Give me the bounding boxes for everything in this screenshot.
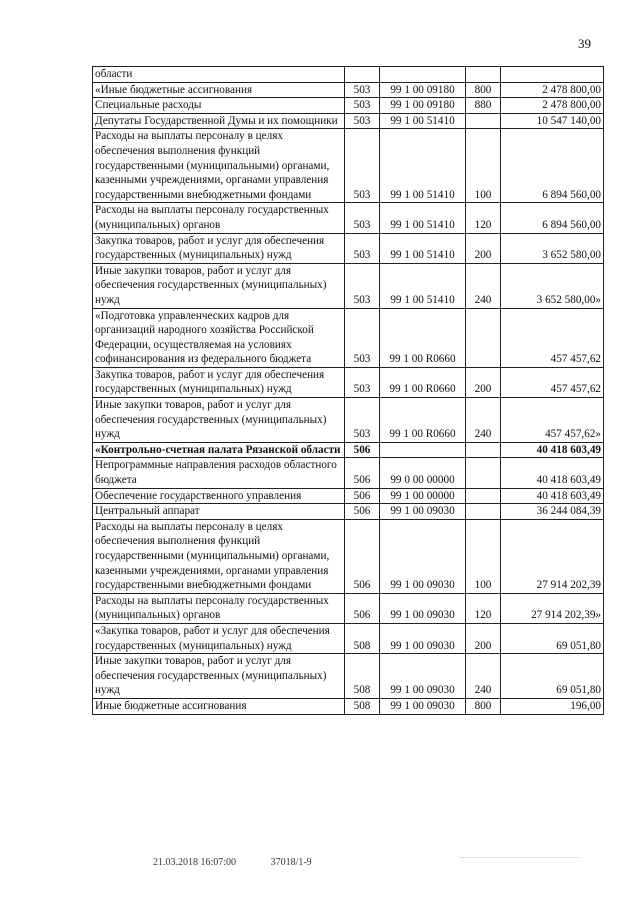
row-section-cell: 503 xyxy=(345,129,380,203)
row-name-cell: Расходы на выплаты персоналу в целях обеспечения выполнения функций государственными (муниципальными) органами, казенными учреждениями, органами управления государственными внебюджетными фондами xyxy=(93,519,345,593)
table-row xyxy=(93,82,604,98)
row-sum-cell: 457 457,62 xyxy=(501,308,604,367)
row-name-cell: «Иные бюджетные ассигнования xyxy=(93,82,345,98)
row-type-cell xyxy=(466,458,501,488)
row-section-cell: 508 xyxy=(345,623,380,653)
row-sum-cell: 40 418 603,49 xyxy=(501,488,604,504)
row-type-cell: 100 xyxy=(466,519,501,593)
table-row xyxy=(93,593,604,623)
row-type-cell xyxy=(466,67,501,83)
row-code-cell: 99 1 00 09030 xyxy=(380,593,466,623)
budget-table xyxy=(92,66,604,715)
table-row xyxy=(93,263,604,308)
row-section-cell: 503 xyxy=(345,367,380,397)
row-section-cell: 503 xyxy=(345,233,380,263)
row-name-cell: Закупка товаров, работ и услуг для обеспечения государственных (муниципальных) нужд xyxy=(93,233,345,263)
row-name-cell: Закупка товаров, работ и услуг для обеспечения государственных (муниципальных) нужд xyxy=(93,367,345,397)
row-code-cell: 99 1 00 00000 xyxy=(380,488,466,504)
row-type-cell: 800 xyxy=(466,698,501,714)
row-name-cell: Центральный аппарат xyxy=(93,504,345,520)
row-type-cell: 800 xyxy=(466,82,501,98)
row-code-cell: 99 1 00 09030 xyxy=(380,623,466,653)
scan-artifact xyxy=(460,857,580,860)
row-sum-cell: 196,00 xyxy=(501,698,604,714)
row-section-cell: 508 xyxy=(345,698,380,714)
row-section-cell: 508 xyxy=(345,654,380,699)
row-code-cell: 99 1 00 51410 xyxy=(380,203,466,233)
table-row xyxy=(93,698,604,714)
table-row xyxy=(93,519,604,593)
footer-timestamp: 21.03.2018 16:07:00 xyxy=(153,857,237,868)
row-section-cell: 506 xyxy=(345,458,380,488)
row-name-cell: Депутаты Государственной Думы и их помощники xyxy=(93,113,345,129)
row-type-cell xyxy=(466,504,501,520)
row-type-cell xyxy=(466,442,501,458)
row-type-cell: 120 xyxy=(466,593,501,623)
row-code-cell: 99 1 00 R0660 xyxy=(380,398,466,443)
table-row xyxy=(93,488,604,504)
row-section-cell: 506 xyxy=(345,504,380,520)
row-section-cell xyxy=(345,67,380,83)
budget-table-body xyxy=(93,67,604,715)
row-sum-cell: 40 418 603,49 xyxy=(501,442,604,458)
row-section-cell: 506 xyxy=(345,519,380,593)
row-sum-cell xyxy=(501,67,604,83)
row-name-cell: Иные закупки товаров, работ и услуг для обеспечения государственных (муниципальных) нужд xyxy=(93,398,345,443)
row-sum-cell: 6 894 560,00 xyxy=(501,129,604,203)
row-code-cell: 99 1 00 51410 xyxy=(380,233,466,263)
row-sum-cell: 3 652 580,00 xyxy=(501,233,604,263)
row-name-cell: «Закупка товаров, работ и услуг для обеспечения государственных (муниципальных) нужд xyxy=(93,623,345,653)
row-section-cell: 503 xyxy=(345,308,380,367)
row-type-cell xyxy=(466,488,501,504)
row-section-cell: 503 xyxy=(345,113,380,129)
row-code-cell: 99 1 00 51410 xyxy=(380,263,466,308)
row-sum-cell: 2 478 800,00 xyxy=(501,82,604,98)
row-name-cell: Специальные расходы xyxy=(93,98,345,114)
row-name-cell: Иные бюджетные ассигнования xyxy=(93,698,345,714)
row-section-cell: 506 xyxy=(345,442,380,458)
row-name-cell: Расходы на выплаты персоналу в целях обеспечения выполнения функций государственными (муниципальными) органами, казенными учреждениями, органами управления государственными внебюджетными фондами xyxy=(93,129,345,203)
row-name-cell: «Подготовка управленческих кадров для организаций народного хозяйства Российской Федерации, осуществляемая на условиях софинансирования из федерального бюджета xyxy=(93,308,345,367)
table-row xyxy=(93,113,604,129)
row-code-cell: 99 1 00 09180 xyxy=(380,82,466,98)
table-row xyxy=(93,129,604,203)
row-section-cell: 503 xyxy=(345,203,380,233)
table-row xyxy=(93,367,604,397)
row-type-cell xyxy=(466,113,501,129)
row-section-cell: 503 xyxy=(345,398,380,443)
row-type-cell: 200 xyxy=(466,623,501,653)
row-type-cell: 880 xyxy=(466,98,501,114)
row-code-cell xyxy=(380,67,466,83)
row-name-cell: Иные закупки товаров, работ и услуг для обеспечения государственных (муниципальных) нужд xyxy=(93,654,345,699)
row-sum-cell: 457 457,62» xyxy=(501,398,604,443)
table-row xyxy=(93,98,604,114)
row-type-cell: 200 xyxy=(466,233,501,263)
row-code-cell: 99 1 00 51410 xyxy=(380,129,466,203)
row-name-cell: «Контрольно-счетная палата Рязанской области xyxy=(93,442,345,458)
row-name-cell: Расходы на выплаты персоналу государственных (муниципальных) органов xyxy=(93,593,345,623)
row-code-cell: 99 1 00 09030 xyxy=(380,654,466,699)
row-code-cell: 99 1 00 R0660 xyxy=(380,308,466,367)
table-row xyxy=(93,67,604,83)
table-row xyxy=(93,203,604,233)
row-name-cell: Расходы на выплаты персоналу государственных (муниципальных) органов xyxy=(93,203,345,233)
row-type-cell xyxy=(466,308,501,367)
row-name-cell: Непрограммные направления расходов областного бюджета xyxy=(93,458,345,488)
row-code-cell: 99 1 00 09030 xyxy=(380,698,466,714)
table-row xyxy=(93,233,604,263)
row-section-cell: 506 xyxy=(345,488,380,504)
table-row xyxy=(93,442,604,458)
row-code-cell: 99 1 00 09180 xyxy=(380,98,466,114)
table-row xyxy=(93,623,604,653)
row-section-cell: 506 xyxy=(345,593,380,623)
row-code-cell: 99 1 00 09030 xyxy=(380,504,466,520)
row-sum-cell: 40 418 603,49 xyxy=(501,458,604,488)
table-row xyxy=(93,504,604,520)
table-row xyxy=(93,308,604,367)
row-sum-cell: 2 478 800,00 xyxy=(501,98,604,114)
row-code-cell: 99 1 00 09030 xyxy=(380,519,466,593)
row-name-cell: Обеспечение государственного управления xyxy=(93,488,345,504)
table-row xyxy=(93,654,604,699)
row-name-cell: Иные закупки товаров, работ и услуг для обеспечения государственных (муниципальных) нужд xyxy=(93,263,345,308)
table-row xyxy=(93,458,604,488)
row-sum-cell: 69 051,80 xyxy=(501,623,604,653)
row-sum-cell: 27 914 202,39 xyxy=(501,519,604,593)
page-number: 39 xyxy=(578,36,591,51)
row-sum-cell: 6 894 560,00 xyxy=(501,203,604,233)
row-sum-cell: 27 914 202,39» xyxy=(501,593,604,623)
row-type-cell: 200 xyxy=(466,367,501,397)
row-code-cell xyxy=(380,442,466,458)
row-sum-cell: 3 652 580,00» xyxy=(501,263,604,308)
row-section-cell: 503 xyxy=(345,98,380,114)
table-row xyxy=(93,398,604,443)
row-name-cell: области xyxy=(93,67,345,83)
row-type-cell: 240 xyxy=(466,398,501,443)
row-code-cell: 99 1 00 R0660 xyxy=(380,367,466,397)
row-type-cell: 120 xyxy=(466,203,501,233)
row-code-cell: 99 1 00 51410 xyxy=(380,113,466,129)
row-section-cell: 503 xyxy=(345,263,380,308)
document-footer xyxy=(153,857,344,868)
row-sum-cell: 10 547 140,00 xyxy=(501,113,604,129)
row-sum-cell: 36 244 084,39 xyxy=(501,504,604,520)
row-type-cell: 240 xyxy=(466,263,501,308)
row-section-cell: 503 xyxy=(345,82,380,98)
row-sum-cell: 457 457,62 xyxy=(501,367,604,397)
row-type-cell: 100 xyxy=(466,129,501,203)
row-sum-cell: 69 051,80 xyxy=(501,654,604,699)
row-code-cell: 99 0 00 00000 xyxy=(380,458,466,488)
footer-document-id: 37018/1-9 xyxy=(270,857,312,868)
row-type-cell: 240 xyxy=(466,654,501,699)
